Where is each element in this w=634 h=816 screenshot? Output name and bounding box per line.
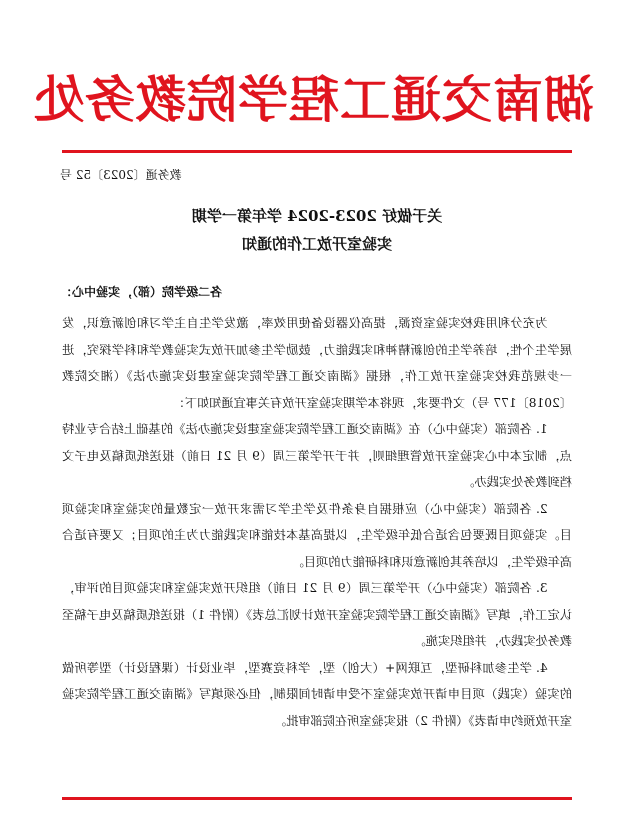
notice-title-line-2: 实验室开放工作的通知: [242, 235, 393, 253]
addressee: 各二级学院（部），实验中心：: [60, 285, 223, 299]
document-number: 教务通〔2023〕52 号: [60, 168, 182, 182]
document-number-line: [60, 166, 574, 183]
notice-body: [62, 310, 572, 734]
notice-title-line-1: 关于做好 2023-2024 学年第一学期: [191, 207, 443, 225]
body-paragraph-intro: 为充分利用我校实验室资源，提高仪器设备使用效率，激发学生自主学习和创新意识，发展学生个性，培养学生的创新精神和实践能力，鼓励学生参加开放式实验教学和科学探究，进一步规范我校实验室开放工作，根据《湖南交通工程学院实验室建设实施办法》（湘交院教〔2018〕177 号）文件要求，现将本学期实验室开放有关事宜通知如下：: [62, 316, 572, 410]
red-divider-bottom: [62, 797, 572, 800]
body-paragraph-item-1: 1. 各院部（实验中心）在《湖南交通工程学院实验室建设实施办法》的基础上结合专业特点，制定本中心实验室开放管理细则，并于开学第三周（9 月 21 日前）报送纸质稿及电子文档到教务处实践办。: [62, 422, 572, 489]
red-divider-top: [62, 150, 572, 153]
body-paragraph-item-4: 4. 学生参加科研型，互联网+（大创）型，学科竞赛型，毕业设计（课程设计）型等所做的实验（实践）项目申请开放实验室不受申请时间限制，但必须填写《湖南交通工程学院实验室开放预约申请表》（附件 2）报实验室所在院部审批。: [62, 660, 572, 728]
body-paragraph-item-2: 2. 各院部（实验中心）应根据自身条件及学生学习需求开放一定数量的实验室和实验项目。实验项目既要包含适合低年级学生，以提高基本技能和实践能力为主的项目；又要有适合高年级学生，以培养其创新意识和科研能力的项目。: [62, 501, 572, 569]
masthead-title: 湖南交通工程学院教务处: [33, 71, 594, 129]
body-paragraph-item-3: 3. 各院部（实验中心）开学第三周（9 月 21 日前）组织开放实验室和实验项目的评审，认定工作，填写《湖南交通工程学院实验室开放计划汇总表》（附件 1）报送纸质稿及电子稿至教务处实践办，并组织实施。: [62, 581, 572, 648]
